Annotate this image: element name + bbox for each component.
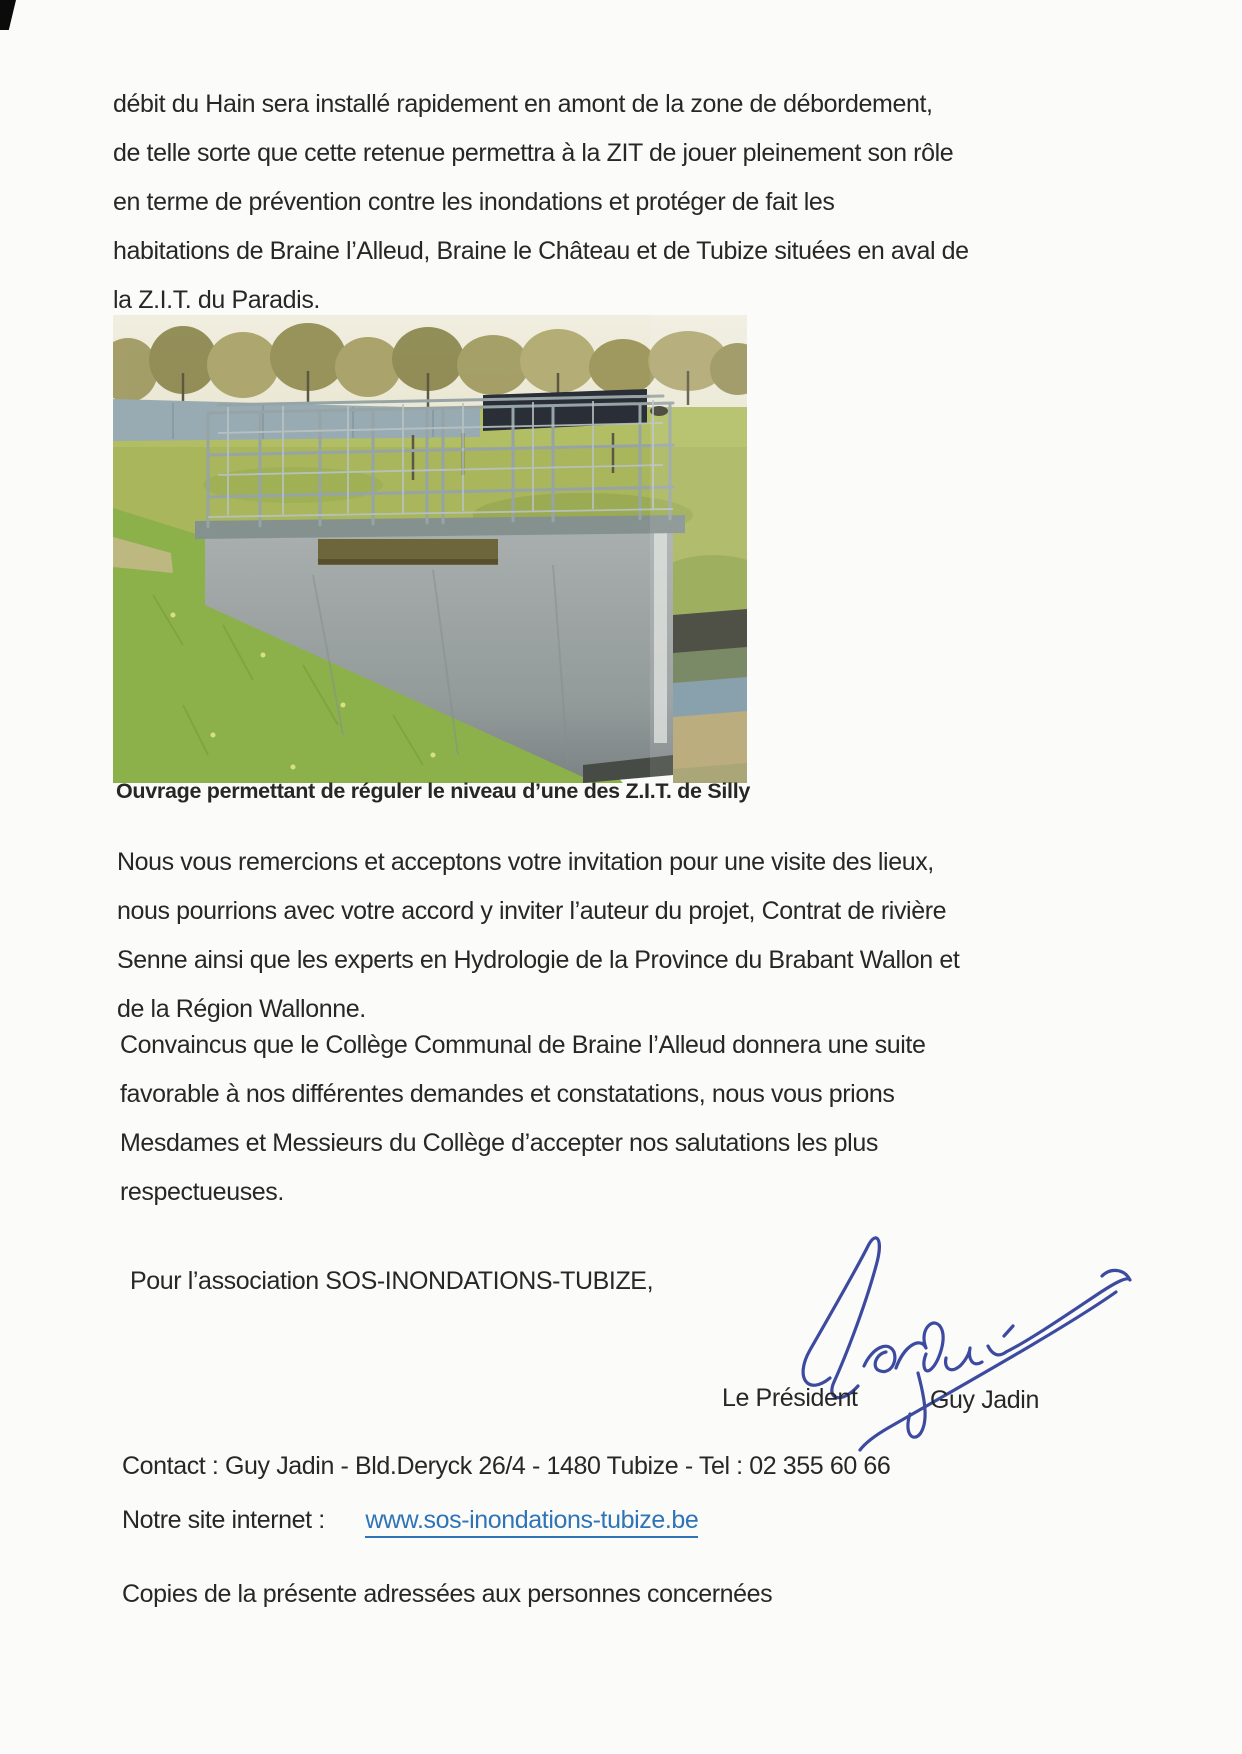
paragraph-line: nous pourrions avec votre accord y inviter l’auteur du projet, Contrat de rivière: [117, 897, 947, 925]
paragraph-line: respectueuses.: [120, 1178, 284, 1206]
paragraph-line: Nous vous remercions et acceptons votre invitation pour une visite des lieux,: [117, 848, 934, 876]
paragraph-line: de telle sorte que cette retenue permettra à la ZIT de jouer pleinement son rôle: [113, 139, 954, 167]
paragraph-line: favorable à nos différentes demandes et constatations, nous vous prions: [120, 1080, 895, 1108]
paragraph-line: de la Région Wallonne.: [117, 995, 366, 1023]
paragraph-salutations: [120, 1021, 925, 1217]
website-row: [122, 1506, 698, 1535]
paragraph-line: Mesdames et Messieurs du Collège d’accepter nos salutations les plus: [120, 1129, 878, 1157]
paragraph-line: en terme de prévention contre les inondations et protéger de fait les: [113, 188, 835, 216]
website-label: Notre site internet :: [122, 1506, 325, 1534]
president-label: Le Président: [722, 1384, 858, 1412]
paragraph-line: Senne ainsi que les experts en Hydrologie de la Province du Brabant Wallon et: [117, 946, 960, 974]
photo-regulation-structure: [113, 315, 747, 783]
president-name: Guy Jadin: [930, 1386, 1039, 1414]
scan-artifact-mark: [0, 0, 16, 30]
paragraph-line: habitations de Braine l’Alleud, Braine le Château et de Tubize situées en aval de: [113, 237, 969, 265]
paragraph-visite: [117, 838, 959, 1034]
website-link[interactable]: www.sos-inondations-tubize.be: [365, 1506, 698, 1538]
signature-handwritten: [768, 1218, 1138, 1458]
paragraph-intro: [113, 80, 969, 325]
paragraph-line: la Z.I.T. du Paradis.: [113, 286, 320, 314]
copies-line: Copies de la présente adressées aux personnes concernées: [122, 1580, 773, 1608]
paragraph-line: débit du Hain sera installé rapidement en amont de la zone de débordement,: [113, 90, 933, 118]
photo-caption: Ouvrage permettant de réguler le niveau d’une des Z.I.T. de Silly: [116, 779, 751, 803]
contact-line: Contact : Guy Jadin - Bld.Deryck 26/4 - 1480 Tubize - Tel : 02 355 60 66: [122, 1452, 891, 1480]
association-line: Pour l’association SOS-INONDATIONS-TUBIZE,: [130, 1267, 654, 1295]
paragraph-line: Convaincus que le Collège Communal de Braine l’Alleud donnera une suite: [120, 1031, 926, 1059]
